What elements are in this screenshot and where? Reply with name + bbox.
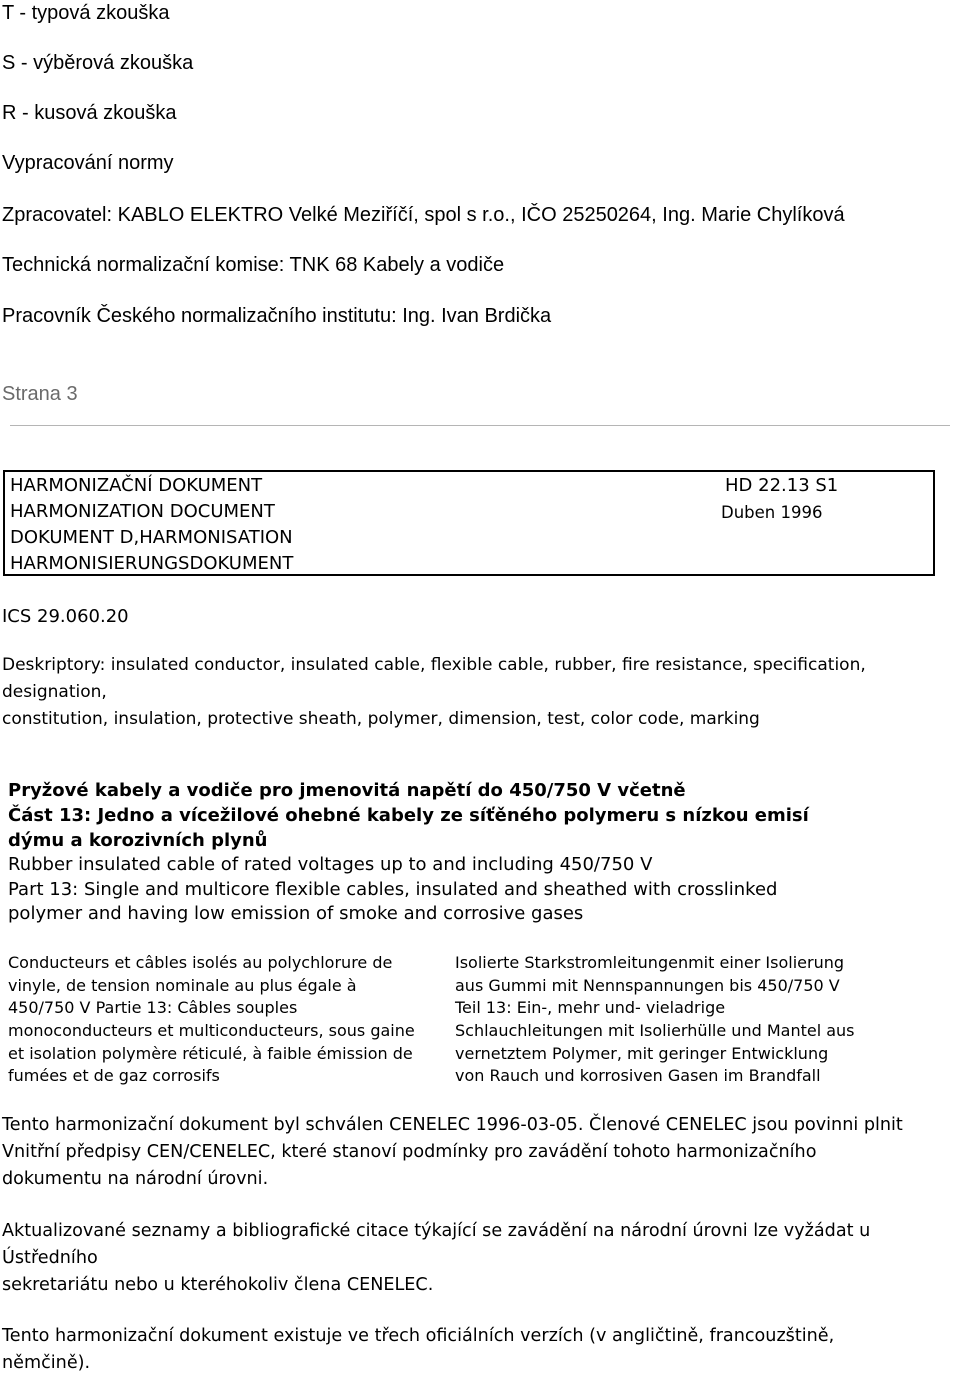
hd-title-en: HARMONIZATION DOCUMENT: [10, 501, 275, 522]
title-de-line-3: Teil 13: Ein-, mehr und- vieladrige: [455, 998, 726, 1017]
title-fr-line-6: fumées et de gaz corrosifs: [8, 1066, 220, 1085]
approval-paragraph-line-2: Vnitřní předpisy CEN/CENELEC, které stanoví podmínky pro zavádění tohoto harmonizačního: [2, 1142, 817, 1162]
hd-title-de: HARMONISIERUNGSDOKUMENT: [10, 553, 294, 574]
institute-officer-line: Pracovník Českého normalizačního institutu: Ing. Ivan Brdička: [2, 305, 552, 327]
hd-code: HD 22.13 S1: [725, 475, 839, 496]
descriptors-line-3: constitution, insulation, protective sheath, polymer, dimension, test, color code, marking: [2, 709, 760, 729]
test-type-legend-r: R - kusová zkouška: [2, 102, 177, 124]
title-de-line-1: Isolierte Starkstromleitungenmit einer Isolierung: [455, 953, 844, 972]
lists-paragraph-line-1: Aktualizované seznamy a bibliografické citace týkající se zavádění na národní úrovni lze vyžádat u: [2, 1221, 871, 1241]
lists-paragraph-line-2: Ústředního: [2, 1248, 98, 1268]
hd-date: Duben 1996: [721, 503, 823, 522]
approval-paragraph-line-3: dokumentu na národní úrovni.: [2, 1169, 269, 1189]
ics-code: ICS 29.060.20: [2, 606, 129, 627]
title-fr-line-2: vinyle, de tension nominale au plus égale à: [8, 976, 357, 995]
versions-paragraph-line-1: Tento harmonizační dokument existuje ve třech oficiálních verzích (v angličtině, francouzštině,: [2, 1326, 835, 1346]
title-fr-line-1: Conducteurs et câbles isolés au polychlorure de: [8, 953, 393, 972]
descriptors-line-2: designation,: [2, 682, 107, 702]
title-en-line-1: Rubber insulated cable of rated voltages up to and including 450/750 V: [8, 854, 653, 875]
hd-title-cs: HARMONIZAČNÍ DOKUMENT: [10, 475, 263, 496]
title-fr-line-5: et isolation polymère réticulé, à faible émission de: [8, 1044, 413, 1063]
hd-title-fr: DOKUMENT D,HARMONISATION: [10, 527, 293, 548]
title-de-line-4: Schlauchleitungen mit Isolierhülle und Mantel aus: [455, 1021, 855, 1040]
title-fr-line-3: 450/750 V Partie 13: Câbles souples: [8, 998, 298, 1017]
title-fr-line-4: monoconducteurs et multiconducteurs, sous gaine: [8, 1021, 415, 1040]
page-number: Strana 3: [2, 383, 78, 405]
approval-paragraph-line-1: Tento harmonizační dokument byl schválen CENELEC 1996-03-05. Členové CENELEC jsou povinni plnit: [2, 1115, 903, 1135]
test-type-legend-s: S - výběrová zkouška: [2, 52, 194, 74]
standard-preparation-heading: Vypracování normy: [2, 152, 174, 174]
title-cs-line-3: dýmu a korozivních plynů: [8, 830, 268, 851]
harmonization-document-box: [3, 470, 935, 576]
title-de-line-5: vernetztem Polymer, mit geringer Entwicklung: [455, 1044, 829, 1063]
title-en-line-2: Part 13: Single and multicore flexible cables, insulated and sheathed with crosslinked: [8, 879, 778, 900]
preparer-line: Zpracovatel: KABLO ELEKTRO Velké Meziříčí, spol s r.o., IČO 25250264, Ing. Marie Chylíková: [2, 204, 845, 226]
test-type-legend-t: T - typová zkouška: [2, 2, 170, 24]
lists-paragraph-line-3: sekretariátu nebo u kteréhokoliv člena CENELEC.: [2, 1275, 434, 1295]
technical-committee-line: Technická normalizační komise: TNK 68 Kabely a vodiče: [2, 254, 505, 276]
descriptors-line-1: Deskriptory: insulated conductor, insulated cable, flexible cable, rubber, fire resistance, specification,: [2, 655, 866, 675]
title-cs-line-2: Část 13: Jedno a vícežilové ohebné kabely ze síťěného polymeru s nízkou emisí: [8, 805, 809, 826]
title-de-line-6: von Rauch und korrosiven Gasen im Brandfall: [455, 1066, 821, 1085]
title-en-line-3: polymer and having low emission of smoke and corrosive gases: [8, 903, 584, 924]
title-de-line-2: aus Gummi mit Nennspannungen bis 450/750 V: [455, 976, 840, 995]
title-cs-line-1: Pryžové kabely a vodiče pro jmenovitá napětí do 450/750 V včetně: [8, 780, 686, 801]
divider-line: [10, 425, 950, 426]
versions-paragraph-line-2: němčině).: [2, 1353, 91, 1373]
